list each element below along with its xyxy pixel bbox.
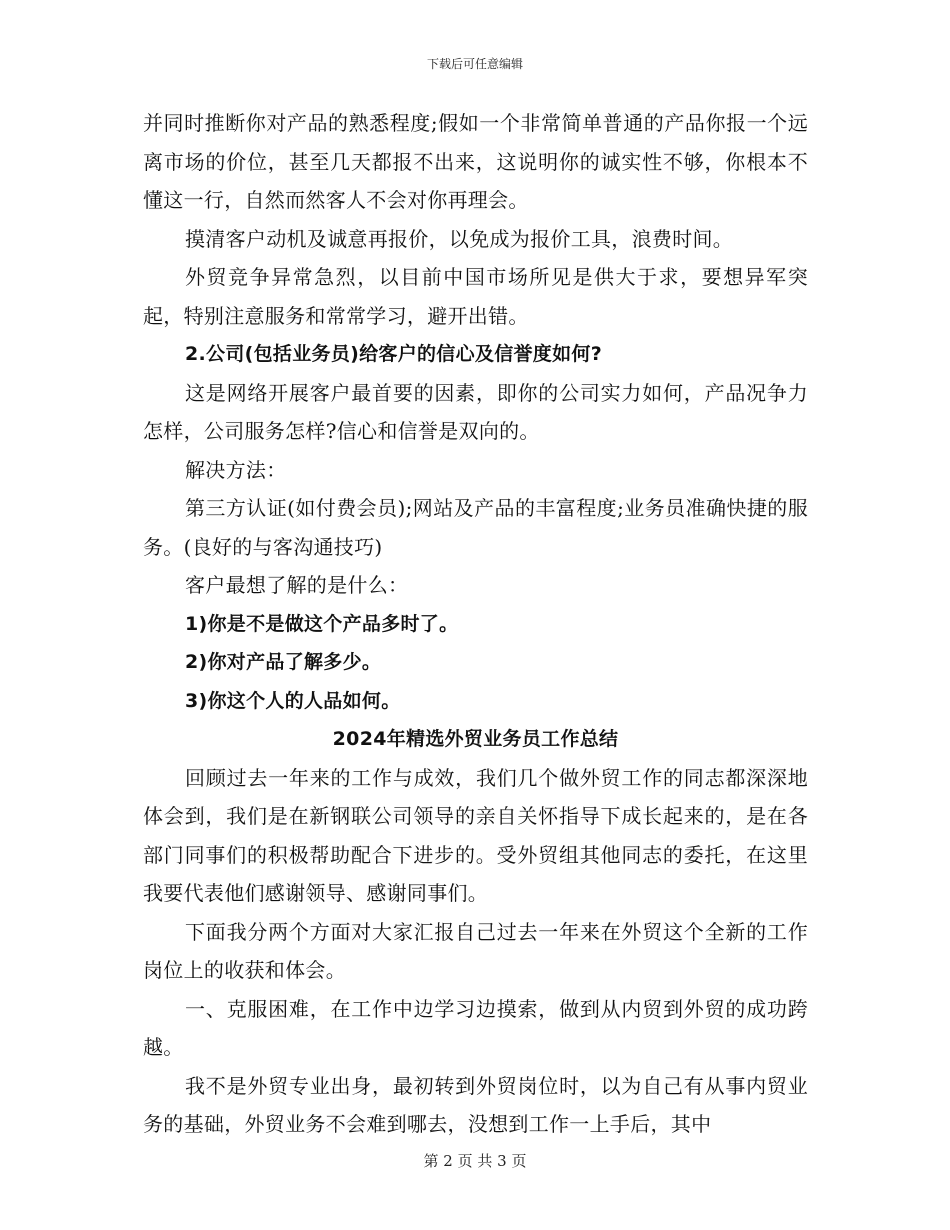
list-item-2: 2)你对产品了解多少。	[185, 651, 382, 673]
paragraph-14: 下面我分两个方面对大家汇报自己过去一年来在外贸这个全新的工作岗位上的收获和体会。	[143, 919, 808, 982]
paragraph-16: 我不是外贸专业出身，最初转到外贸岗位时，以为自己有从事内贸业务的基础，外贸业务不会难到哪去，没想到工作一上手后，其中	[143, 1073, 808, 1136]
paragraph-7: 第三方认证(如付费会员);网站及产品的丰富程度;业务员准确快捷的服务。(良好的与客沟通技巧)	[143, 496, 808, 559]
list-item-3: 3)你这个人的人品如何。	[185, 689, 401, 712]
paragraph-5: 这是网络开展客户最首要的因素，即你的公司实力如何，产品况争力怎样，公司服务怎样?信心和信誉是双向的。	[143, 380, 808, 443]
paragraph-13: 回顾过去一年来的工作与成效，我们几个做外贸工作的同志都深深地体会到，我们是在新钢联公司领导的亲自关怀指导下成长起来的，是在各部门同事们的积极帮助配合下进步的。受外贸组其他同志的委托，在这里我要代表他们感谢领导、感谢同事们。	[143, 765, 808, 905]
document-body	[143, 104, 808, 1144]
paragraph-8: 客户最想了解的是什么：	[185, 573, 409, 597]
page-header-note: 下载后可任意编辑	[426, 57, 523, 71]
section-heading-2: 2.公司(包括业务员)给客户的信心及信誉度如何?	[185, 343, 603, 365]
paragraph-6: 解决方法：	[185, 457, 287, 482]
paragraph-1: 并同时推断你对产品的熟悉程度;假如一个非常简单普通的产品你报一个远离市场的价位，甚至几天都报不出来，这说明你的诚实性不够，你根本不懂这一行，自然而然客人不会对你再理会。	[143, 111, 808, 212]
list-item-1: 1)你是不是做这个产品多时了。	[185, 612, 459, 635]
paragraph-15: 一、克服困难，在工作中边学习边摸索，做到从内贸到外贸的成功跨越。	[143, 996, 808, 1059]
paragraph-2: 摸清客户动机及诚意再报价，以免成为报价工具，浪费时间。	[185, 226, 734, 251]
page-footer-number: 第 2 页 共 3 页	[423, 1152, 527, 1170]
document-title: 2024年精选外贸业务员工作总结	[332, 728, 619, 750]
paragraph-3: 外贸竞争异常急烈，以目前中国市场所见是供大于求，要想异军突起，特别注意服务和常常学习，避开出错。	[143, 265, 808, 328]
